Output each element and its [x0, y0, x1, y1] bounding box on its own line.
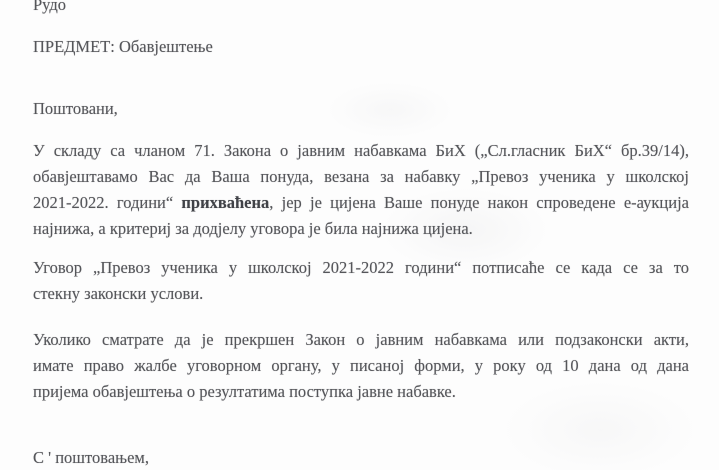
- paragraph-appeal-line-3: пријема обавјештења о резултатима поступка јавне набавке.: [33, 382, 456, 401]
- paragraph-appeal-line-1: Уколико сматрате да је прекршен Закон о јавним набавкама или подзаконски акти,: [33, 330, 689, 349]
- paragraph-acceptance-line-2: обавјештавамо Вас да Ваша понуда, везана за набавку „Превоз ученика у школској: [33, 167, 689, 186]
- letter-location: Рудо: [33, 0, 67, 14]
- line-3-before-bold: 2021-2022. години“: [33, 193, 182, 212]
- line-3-after-bold: , јер је цијена Ваше понуде након спроведене е-аукција: [269, 193, 689, 212]
- paragraph-acceptance-line-3: [33, 190, 689, 216]
- paragraph-acceptance-line-4: најнижа, а критериј за додјелу уговора је била најнижа цијена.: [33, 219, 473, 238]
- subject-line: ПРЕДМЕТ: Обавјештење: [33, 37, 213, 56]
- paragraph-acceptance: [33, 138, 689, 242]
- paragraph-contract-line-1: Уговор „Превоз ученика у школској 2021-2022 години“ потписаће се када се за то: [33, 258, 689, 277]
- paragraph-acceptance-line-1: У складу са чланом 71. Закона о јавним набавкама БиХ („Сл.гласник БиХ“ бр.39/14),: [33, 141, 689, 160]
- salutation: Поштовани,: [33, 99, 118, 118]
- paragraph-appeal-line-2: имате право жалбе уговорном органу, у писаној форми, у року од 10 дана од дана: [33, 356, 689, 375]
- paragraph-appeal: [33, 327, 689, 405]
- paragraph-contract-line-2: стекну законски услови.: [33, 284, 204, 303]
- closing-salutation: С ' поштовањем,: [33, 448, 149, 467]
- paragraph-contract: [33, 255, 689, 307]
- accepted-bold-word: прихваћена: [181, 193, 270, 212]
